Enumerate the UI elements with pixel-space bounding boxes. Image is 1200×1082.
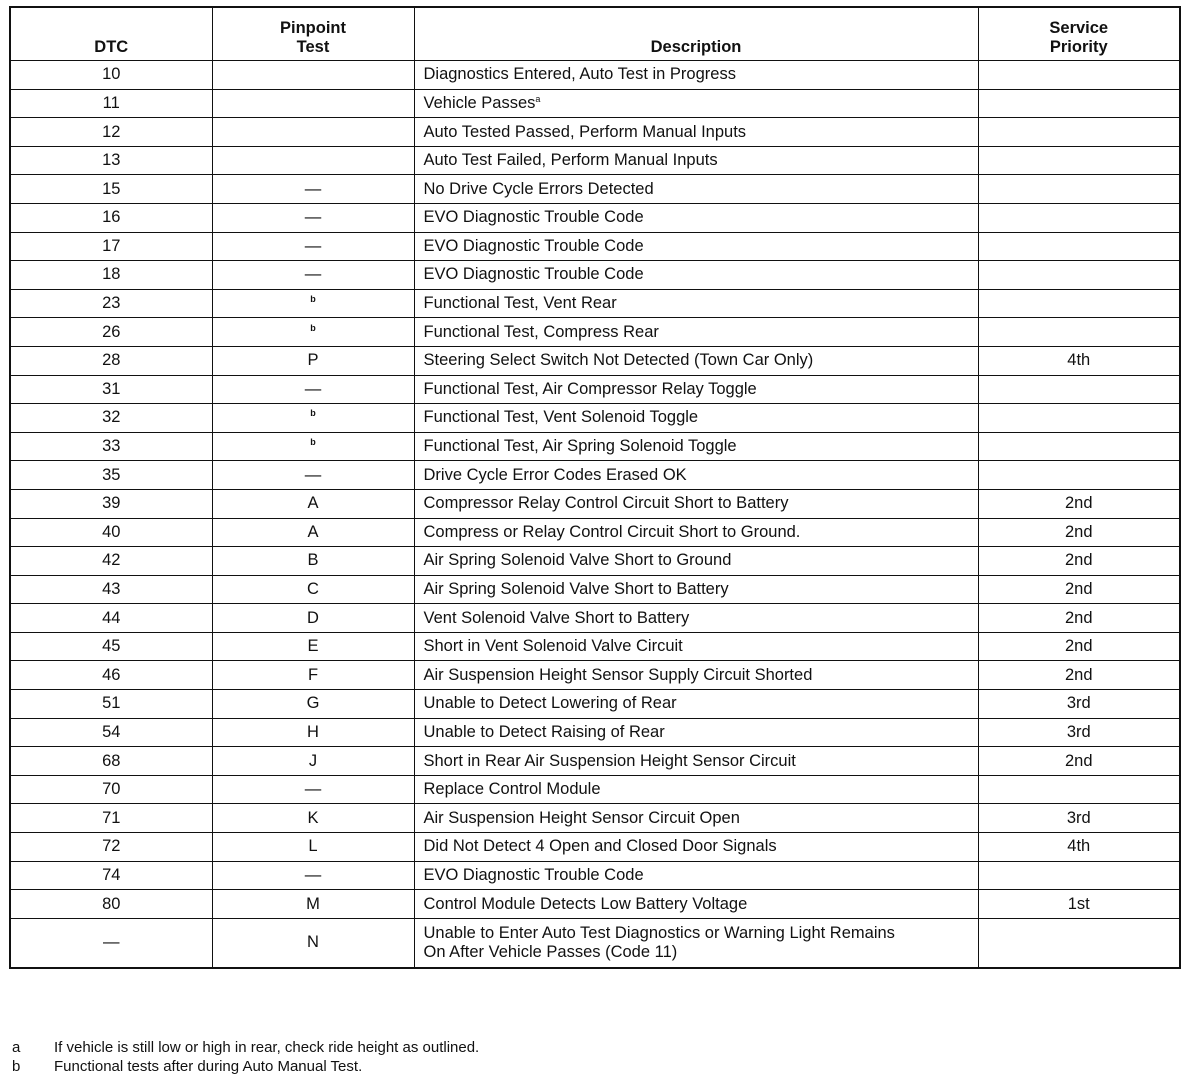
cell-dtc: [10, 461, 212, 490]
cell-description-text: Compress or Relay Control Circuit Short to Ground.: [423, 522, 801, 541]
table-row: [10, 346, 1180, 375]
cell-description: [414, 861, 978, 890]
cell-pinpoint: [212, 604, 414, 633]
cell-dtc: [10, 175, 212, 204]
cell-priority: [978, 375, 1180, 404]
cell-priority: [978, 346, 1180, 375]
cell-priority: [978, 432, 1180, 461]
cell-description-text: EVO Diagnostic Trouble Code: [423, 865, 644, 884]
table-row: [10, 747, 1180, 776]
footnote-marker: a: [535, 93, 541, 104]
cell-pinpoint-text: B: [307, 551, 319, 570]
cell-priority-text: 4th: [1067, 837, 1091, 856]
cell-dtc: [10, 61, 212, 90]
dtc-table: [9, 6, 1181, 969]
cell-priority: [978, 461, 1180, 490]
cell-priority-text: 2nd: [1064, 580, 1093, 598]
cell-pinpoint-text: —: [304, 236, 322, 255]
cell-pinpoint: [212, 661, 414, 690]
table-row: [10, 89, 1180, 118]
cell-pinpoint: [212, 146, 414, 175]
header-pinpoint-text: Pinpoint Test: [280, 19, 346, 57]
cell-description-text: Functional Test, Compress Rear: [423, 322, 659, 341]
cell-dtc: [10, 804, 212, 833]
cell-priority: [978, 318, 1180, 347]
cell-dtc-text: —: [103, 933, 120, 952]
table-row: [10, 775, 1180, 804]
cell-dtc-text: 42: [102, 551, 121, 570]
cell-description-text: Air Spring Solenoid Valve Short to Battery: [423, 580, 729, 598]
table-row: [10, 632, 1180, 661]
cell-dtc: [10, 404, 212, 433]
cell-description: [414, 661, 978, 690]
table-row: [10, 718, 1180, 747]
cell-dtc: [10, 575, 212, 604]
cell-pinpoint: [212, 547, 414, 576]
cell-dtc-text: 40: [102, 522, 121, 541]
cell-dtc: [10, 375, 212, 404]
cell-description: [414, 690, 978, 719]
cell-priority-text: 1st: [1067, 894, 1090, 913]
cell-priority: [978, 747, 1180, 776]
cell-dtc: [10, 747, 212, 776]
cell-dtc: [10, 89, 212, 118]
cell-pinpoint: [212, 118, 414, 147]
cell-description-text: Auto Test Failed, Perform Manual Inputs: [423, 151, 718, 170]
cell-pinpoint: [212, 289, 414, 318]
cell-dtc: [10, 489, 212, 518]
cell-dtc: [10, 775, 212, 804]
table-row: [10, 232, 1180, 261]
table-body: [10, 61, 1180, 968]
cell-pinpoint-text: —: [304, 465, 322, 484]
cell-pinpoint-text: A: [307, 494, 319, 513]
table-row: [10, 146, 1180, 175]
cell-priority-text: 2nd: [1064, 751, 1093, 770]
cell-description-text: Vent Solenoid Valve Short to Battery: [423, 608, 690, 627]
cell-description: [414, 575, 978, 604]
cell-pinpoint: [212, 346, 414, 375]
cell-dtc: [10, 289, 212, 318]
cell-pinpoint: [212, 690, 414, 719]
cell-description: [414, 833, 978, 862]
cell-description-text: Compressor Relay Control Circuit Short to Battery: [423, 494, 789, 513]
table-row: [10, 690, 1180, 719]
cell-dtc-text: 31: [102, 379, 121, 398]
table-row: [10, 118, 1180, 147]
cell-description: [414, 547, 978, 576]
cell-priority: [978, 404, 1180, 433]
cell-pinpoint: [212, 203, 414, 232]
cell-pinpoint: [212, 232, 414, 261]
table-row: [10, 261, 1180, 290]
cell-dtc: [10, 232, 212, 261]
cell-pinpoint-text: A: [307, 522, 319, 541]
cell-dtc-text: 26: [102, 322, 121, 341]
cell-priority-text: 2nd: [1064, 665, 1093, 684]
cell-description: [414, 61, 978, 90]
cell-description-text: Auto Tested Passed, Perform Manual Inputs: [423, 122, 747, 141]
cell-description: [414, 175, 978, 204]
cell-priority: [978, 718, 1180, 747]
cell-dtc-text: 23: [102, 294, 121, 313]
table-row: [10, 289, 1180, 318]
table-row: [10, 375, 1180, 404]
cell-dtc-text: 54: [102, 722, 121, 741]
cell-dtc: [10, 861, 212, 890]
cell-priority: [978, 289, 1180, 318]
cell-description: [414, 289, 978, 318]
cell-description: [414, 146, 978, 175]
cell-pinpoint: [212, 61, 414, 90]
cell-priority: [978, 261, 1180, 290]
cell-description-text: Unable to Detect Lowering of Rear: [423, 694, 677, 713]
cell-description: [414, 118, 978, 147]
table-row: [10, 861, 1180, 890]
cell-pinpoint-text: G: [306, 694, 320, 713]
cell-description: [414, 804, 978, 833]
cell-description: [414, 632, 978, 661]
footnote-text: If vehicle is still low or high in rear, check ride height as outlined.: [54, 1039, 480, 1056]
table-row: [10, 833, 1180, 862]
cell-description-text: Air Suspension Height Sensor Circuit Open: [423, 808, 740, 827]
cell-dtc-text: 15: [102, 179, 121, 198]
cell-description: [414, 203, 978, 232]
footnote-b: [12, 1057, 479, 1076]
cell-pinpoint: [212, 747, 414, 776]
cell-description-text: Drive Cycle Error Codes Erased OK: [423, 465, 687, 484]
cell-pinpoint: [212, 432, 414, 461]
cell-description: [414, 890, 978, 919]
table-row: [10, 461, 1180, 490]
cell-description: [414, 261, 978, 290]
table-row: [10, 489, 1180, 518]
cell-dtc: [10, 146, 212, 175]
header-pinpoint-test: [212, 7, 414, 61]
header-description: Description: [414, 7, 978, 61]
cell-pinpoint-text: b: [310, 408, 316, 419]
cell-description-text: EVO Diagnostic Trouble Code: [423, 236, 644, 255]
cell-dtc-text: 32: [102, 408, 121, 427]
cell-pinpoint-text: —: [304, 179, 322, 198]
cell-dtc: [10, 833, 212, 862]
cell-description-text: Vehicle Passes: [423, 93, 536, 112]
table-row: [10, 432, 1180, 461]
header-dtc: DTC: [10, 7, 212, 61]
table-row: [10, 404, 1180, 433]
cell-pinpoint-text: J: [308, 751, 318, 770]
cell-dtc: [10, 318, 212, 347]
cell-priority: [978, 833, 1180, 862]
cell-priority: [978, 146, 1180, 175]
cell-description: [414, 747, 978, 776]
cell-description: [414, 375, 978, 404]
cell-priority: [978, 775, 1180, 804]
cell-description-text: Short in Vent Solenoid Valve Circuit: [423, 637, 683, 656]
cell-dtc-text: 28: [102, 351, 121, 370]
cell-description-text: Diagnostics Entered, Auto Test in Progress: [423, 65, 736, 84]
cell-description: [414, 918, 978, 968]
cell-description: [414, 604, 978, 633]
cell-priority: [978, 890, 1180, 919]
cell-description-text: Did Not Detect 4 Open and Closed Door Signals: [423, 837, 777, 856]
cell-description-text: Unable to Enter Auto Test Diagnostics or Warning Light Remains On After Vehicle Passes (Code 11): [423, 923, 895, 961]
cell-pinpoint-text: —: [304, 265, 322, 284]
cell-description-text: EVO Diagnostic Trouble Code: [423, 265, 644, 284]
cell-description: [414, 232, 978, 261]
cell-priority: [978, 89, 1180, 118]
cell-priority: [978, 489, 1180, 518]
cell-dtc: [10, 604, 212, 633]
cell-pinpoint: [212, 261, 414, 290]
cell-dtc: [10, 118, 212, 147]
cell-priority: [978, 118, 1180, 147]
cell-description-text: Functional Test, Air Spring Solenoid Toggle: [423, 437, 737, 456]
cell-priority: [978, 690, 1180, 719]
cell-pinpoint: [212, 575, 414, 604]
table-row: [10, 203, 1180, 232]
cell-priority-text: 3rd: [1066, 808, 1091, 827]
cell-description-text: Replace Control Module: [423, 780, 601, 799]
cell-priority: [978, 175, 1180, 204]
cell-priority-text: 2nd: [1064, 637, 1093, 656]
table-row: [10, 575, 1180, 604]
cell-dtc-text: 44: [102, 608, 121, 627]
cell-dtc: [10, 261, 212, 290]
cell-pinpoint: [212, 175, 414, 204]
table-row: [10, 61, 1180, 90]
footnote-text: Functional tests after during Auto Manual Test.: [54, 1058, 363, 1075]
cell-priority: [978, 547, 1180, 576]
cell-priority: [978, 804, 1180, 833]
cell-pinpoint: [212, 489, 414, 518]
cell-pinpoint-text: D: [307, 608, 319, 627]
cell-dtc: [10, 661, 212, 690]
cell-dtc-text: 35: [102, 465, 121, 484]
cell-pinpoint-text: M: [306, 894, 320, 913]
cell-pinpoint: [212, 833, 414, 862]
cell-dtc-text: 72: [102, 837, 121, 856]
cell-pinpoint: [212, 718, 414, 747]
table-row: [10, 547, 1180, 576]
cell-pinpoint-text: F: [307, 665, 319, 684]
cell-dtc-text: 16: [102, 208, 121, 227]
table-row: [10, 318, 1180, 347]
cell-pinpoint: [212, 890, 414, 919]
cell-description: [414, 432, 978, 461]
cell-description-text: EVO Diagnostic Trouble Code: [423, 208, 644, 227]
cell-dtc-text: 71: [102, 808, 121, 827]
cell-pinpoint: [212, 461, 414, 490]
cell-dtc: [10, 432, 212, 461]
cell-pinpoint-text: C: [307, 580, 319, 598]
header-service-priority: [978, 7, 1180, 61]
cell-description-text: Control Module Detects Low Battery Voltage: [423, 894, 748, 913]
cell-dtc: [10, 547, 212, 576]
cell-dtc-text: 18: [102, 265, 121, 284]
cell-dtc: [10, 718, 212, 747]
cell-pinpoint-text: L: [308, 837, 318, 856]
cell-priority: [978, 203, 1180, 232]
cell-priority: [978, 632, 1180, 661]
cell-priority-text: 2nd: [1064, 608, 1093, 627]
cell-dtc-text: 68: [102, 751, 121, 770]
cell-description-text: Air Spring Solenoid Valve Short to Ground: [423, 551, 732, 570]
cell-description: [414, 489, 978, 518]
cell-dtc: [10, 918, 212, 968]
cell-dtc-text: 51: [102, 694, 121, 713]
cell-pinpoint-text: H: [307, 722, 319, 741]
footnote-key: b: [12, 1058, 21, 1075]
cell-pinpoint: [212, 861, 414, 890]
table-row: [10, 518, 1180, 547]
cell-pinpoint-text: N: [307, 933, 319, 952]
cell-priority: [978, 861, 1180, 890]
footnotes: [12, 1038, 479, 1076]
cell-pinpoint-text: b: [310, 294, 316, 305]
footnote-key: a: [12, 1039, 21, 1056]
cell-dtc-text: 43: [102, 580, 121, 598]
cell-dtc: [10, 203, 212, 232]
cell-priority: [978, 661, 1180, 690]
header-priority-text: Service Priority: [1049, 19, 1109, 57]
cell-dtc-text: 12: [102, 122, 121, 141]
cell-dtc-text: 74: [102, 865, 121, 884]
cell-description: [414, 404, 978, 433]
cell-pinpoint-text: E: [307, 637, 319, 656]
cell-pinpoint-text: P: [307, 351, 319, 370]
cell-description: [414, 89, 978, 118]
cell-description: [414, 346, 978, 375]
cell-pinpoint: [212, 518, 414, 547]
cell-dtc-text: 11: [102, 93, 120, 112]
cell-description-text: Functional Test, Air Compressor Relay Toggle: [423, 379, 757, 398]
cell-pinpoint: [212, 804, 414, 833]
table-row: [10, 175, 1180, 204]
cell-priority: [978, 604, 1180, 633]
cell-dtc: [10, 890, 212, 919]
cell-dtc-text: 80: [102, 894, 121, 913]
cell-pinpoint-text: K: [307, 808, 319, 827]
cell-priority: [978, 575, 1180, 604]
cell-priority-text: 4th: [1067, 351, 1091, 370]
table-row: [10, 661, 1180, 690]
cell-priority-text: 3rd: [1066, 694, 1091, 713]
cell-dtc-text: 33: [102, 437, 121, 456]
cell-description: [414, 518, 978, 547]
cell-priority-text: 3rd: [1066, 722, 1091, 741]
cell-dtc-text: 45: [102, 637, 121, 656]
cell-pinpoint: [212, 775, 414, 804]
cell-pinpoint-text: b: [310, 322, 316, 333]
table-row: [10, 604, 1180, 633]
cell-pinpoint-text: b: [310, 437, 316, 448]
cell-description: [414, 461, 978, 490]
cell-priority: [978, 232, 1180, 261]
cell-description-text: Short in Rear Air Suspension Height Sensor Circuit: [423, 751, 796, 770]
cell-description-text: Unable to Detect Raising of Rear: [423, 722, 665, 741]
cell-description: [414, 775, 978, 804]
table-row: [10, 918, 1180, 968]
cell-pinpoint-text: —: [304, 865, 322, 884]
cell-pinpoint-text: —: [304, 379, 322, 398]
cell-dtc-text: 13: [102, 151, 121, 170]
cell-description-text: No Drive Cycle Errors Detected: [423, 179, 654, 198]
cell-dtc: [10, 632, 212, 661]
table-header-row: [10, 7, 1180, 61]
cell-dtc: [10, 518, 212, 547]
cell-pinpoint: [212, 375, 414, 404]
cell-description: [414, 718, 978, 747]
table-row: [10, 804, 1180, 833]
cell-description-text: Functional Test, Vent Solenoid Toggle: [423, 408, 699, 427]
cell-priority-text: 2nd: [1064, 551, 1093, 570]
cell-priority: [978, 918, 1180, 968]
cell-pinpoint: [212, 318, 414, 347]
cell-dtc-text: 17: [102, 236, 121, 255]
cell-dtc: [10, 346, 212, 375]
cell-pinpoint: [212, 404, 414, 433]
cell-priority-text: 2nd: [1064, 522, 1093, 541]
table-row: [10, 890, 1180, 919]
cell-dtc-text: 70: [102, 780, 121, 799]
cell-description-text: Functional Test, Vent Rear: [423, 294, 617, 313]
footnote-a: [12, 1038, 479, 1057]
cell-priority: [978, 518, 1180, 547]
cell-dtc-text: 46: [102, 665, 121, 684]
cell-pinpoint: [212, 632, 414, 661]
cell-description-text: Steering Select Switch Not Detected (Town Car Only): [423, 351, 814, 370]
cell-description: [414, 318, 978, 347]
cell-pinpoint: [212, 918, 414, 968]
cell-pinpoint: [212, 89, 414, 118]
cell-dtc-text: 10: [102, 65, 121, 84]
cell-pinpoint-text: —: [304, 780, 322, 799]
cell-priority-text: 2nd: [1064, 494, 1093, 513]
cell-dtc: [10, 690, 212, 719]
cell-priority: [978, 61, 1180, 90]
cell-description-text: Air Suspension Height Sensor Supply Circuit Shorted: [423, 665, 813, 684]
cell-dtc-text: 39: [102, 494, 121, 513]
cell-pinpoint-text: —: [304, 208, 322, 227]
